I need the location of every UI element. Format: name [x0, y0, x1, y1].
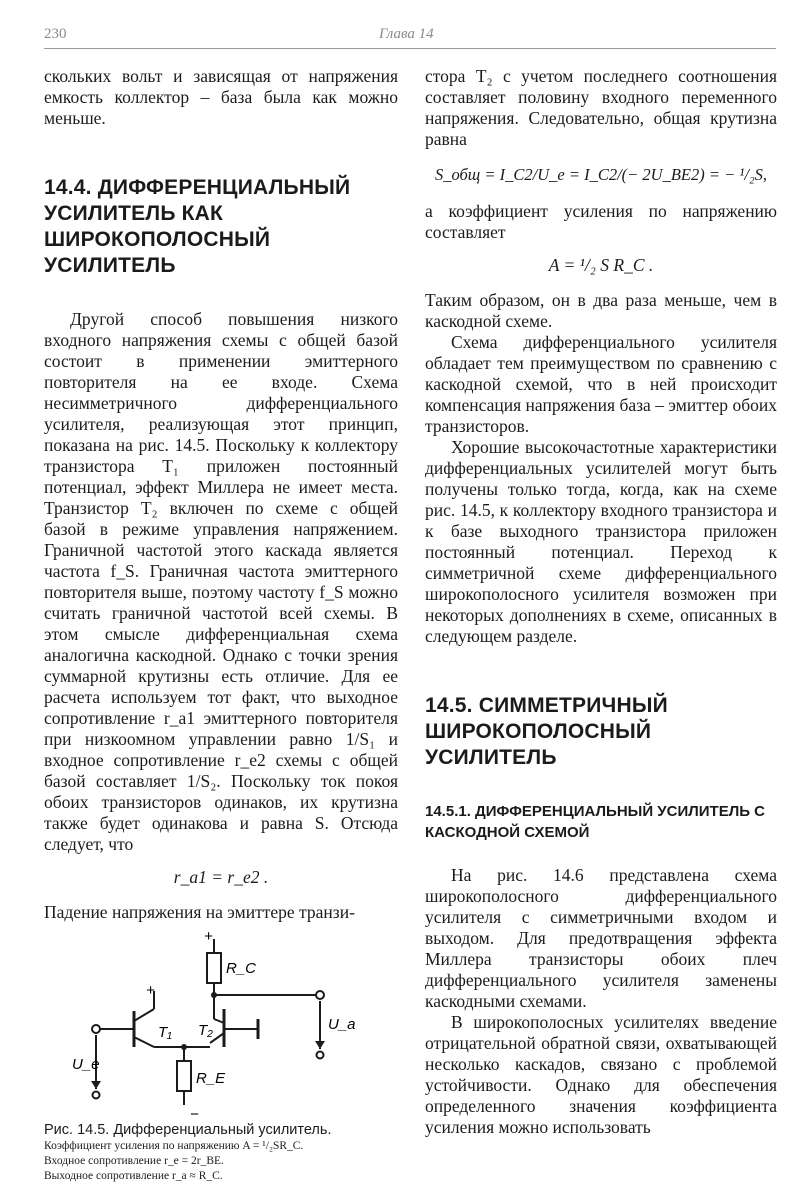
- input-ground-terminal: [93, 1092, 100, 1099]
- t1-emitter-lead: [134, 1037, 154, 1047]
- output-ground-terminal: [317, 1052, 324, 1059]
- input-terminal: [92, 1025, 100, 1033]
- t1-label: T₁: [158, 1024, 172, 1041]
- formula-voltage-gain: A = ¹/₂ S R_C .: [548, 255, 654, 275]
- t2-label: T₂: [198, 1022, 213, 1039]
- formula-ra1-re2: r_a1 = r_e2 .: [173, 867, 269, 887]
- circuit-figure-14-5: [44, 929, 398, 1119]
- t1-plus-label: +: [146, 982, 155, 999]
- resistor-rc: [207, 953, 221, 983]
- formula-total-transconductance: S_общ = I_C2/U_e = I_C2/(− 2U_BE2) = − ¹/₂S,: [434, 165, 768, 184]
- ue-label: U_e: [72, 1056, 100, 1073]
- paragraph-hf-characteristics: Хорошие высокочастотные характеристики дифференциальных усилителей могут быть получены только тогда, когда, как на схеме рис. 14.5, к коллектору входного транзистора и к базе выходного транзистора приложен постоянный потенциал. Переход к симметричной схеме дифференциального широкополосного усилителя возможен при некоторых дополнениях в схеме, описанных в следующем разделе.: [425, 437, 777, 646]
- paragraph-advantage: Схема дифференциального усилителя обладает тем преимуществом по сравнению с каскодной схемой, что в ней происходит компенсация напряжения база – эмиттер обоих транзисторов.: [425, 332, 777, 436]
- left-column: [44, 66, 398, 1184]
- paragraph-half-gain: Таким образом, он в два раза меньше, чем в каскодной схеме.: [425, 290, 777, 331]
- re-label: R_E: [196, 1070, 226, 1087]
- chapter-title: Глава 14: [379, 26, 434, 42]
- ua-label: U_a: [328, 1016, 356, 1033]
- t1-collector-lead: [134, 1009, 154, 1021]
- paragraph-emitter-voltage: Падение напряжения на эмиттере транзи-: [44, 902, 355, 922]
- node-dot: [181, 1044, 187, 1050]
- caption-input-resistance: Входное сопротивление r_e = 2r_BE.: [44, 1155, 224, 1167]
- page-number: 230: [44, 26, 67, 42]
- paragraph-differential-amp: Другой способ повышения низкого входного напряжения схемы с общей базой состоит в применении эмиттерного повторителя на ее входе. Схема несимметричного дифференциального усилителя, реализующая этот принцип, показана на рис. 14.5. Поскольку к коллектору транзистора T₁ приложен постоянный потенциал, эффект Миллера не имеет места. Транзистор T₂ включен по схеме с общей базой в режиме управления напряжением. Граничной частотой этого каскада является частота f_S. Граничная частота эмиттерного повторителя выше, поэтому частоту f_S можно считать граничной частотой всей схемы. В этом смысле дифференциальная схема аналогична каскодной. Однако с точки зрения суммарной крутизны есть отличие. Для ее расчета используем тот факт, что выходное сопротивление r_a1 эмиттерного повторителя при низкоомном управлении равно 1/S₁ и входное сопротивление r_e2 схемы с общей базой составляет 1/S₂. Поскольку ток покоя обоих транзисторов одинаков, их крутизна также будет одинакова и равна S. Отсюда следует, что: [44, 309, 398, 854]
- arrow-ue: [91, 1081, 101, 1089]
- paragraph-transconductance: стора T₂ с учетом последнего соотношения составляет половину входного переменного напряжения. Следовательно, общая крутизна равна: [425, 66, 777, 149]
- section-heading-14-4: 14.4. ДИФФЕРЕНЦИАЛЬНЫЙ УСИЛИТЕЛЬ КАК ШИРОКОПОЛОСНЫЙ УСИЛИТЕЛЬ: [44, 176, 351, 277]
- subsection-heading-14-5-1: 14.5.1. ДИФФЕРЕНЦИАЛЬНЫЙ УСИЛИТЕЛЬ С КАСКОДНОЙ СХЕМОЙ: [425, 803, 766, 841]
- paragraph-feedback: В широкополосных усилителях введение отрицательной обратной связи, охватывающей несколько каскадов, связано с проблемой устойчивости. Однако для обеспечения определенного значения коэффициента усиления можно использовать: [425, 1012, 777, 1137]
- caption-gain: Коэффициент усиления по напряжению A = ¹/₂SR_C.: [44, 1140, 304, 1152]
- caption-output-resistance: Выходное сопротивление r_a ≈ R_C.: [44, 1170, 223, 1182]
- running-header: [44, 24, 776, 49]
- circuit-diagram: [44, 929, 398, 1119]
- arrow-ua: [315, 1041, 325, 1049]
- resistor-re: [177, 1061, 191, 1091]
- supply-plus-label: +: [204, 929, 213, 945]
- paragraph-fig-14-6: На рис. 14.6 представлена схема широкополосного дифференциального усилителя с симметричными входом и выходом. Для предотвращения эффекта Миллера транзисторы обоих плеч дифференциального усилителя заменены каскодными схемами.: [425, 865, 777, 1011]
- rc-label: R_C: [226, 960, 257, 977]
- paragraph-continued: скольких вольт и зависящая от напряжения емкость коллектор – база была как можно меньше.: [44, 66, 398, 128]
- section-heading-14-5: 14.5. СИММЕТРИЧНЫЙ ШИРОКОПОЛОСНЫЙ УСИЛИТЕЛЬ: [425, 694, 668, 769]
- paragraph-gain-intro: а коэффициент усиления по напряжению составляет: [425, 201, 777, 242]
- output-terminal: [316, 991, 324, 999]
- minus-label: −: [190, 1106, 199, 1119]
- figure-caption: Рис. 14.5. Дифференциальный усилитель.: [44, 1122, 332, 1138]
- right-column: [425, 66, 777, 1138]
- node-dot: [211, 992, 217, 998]
